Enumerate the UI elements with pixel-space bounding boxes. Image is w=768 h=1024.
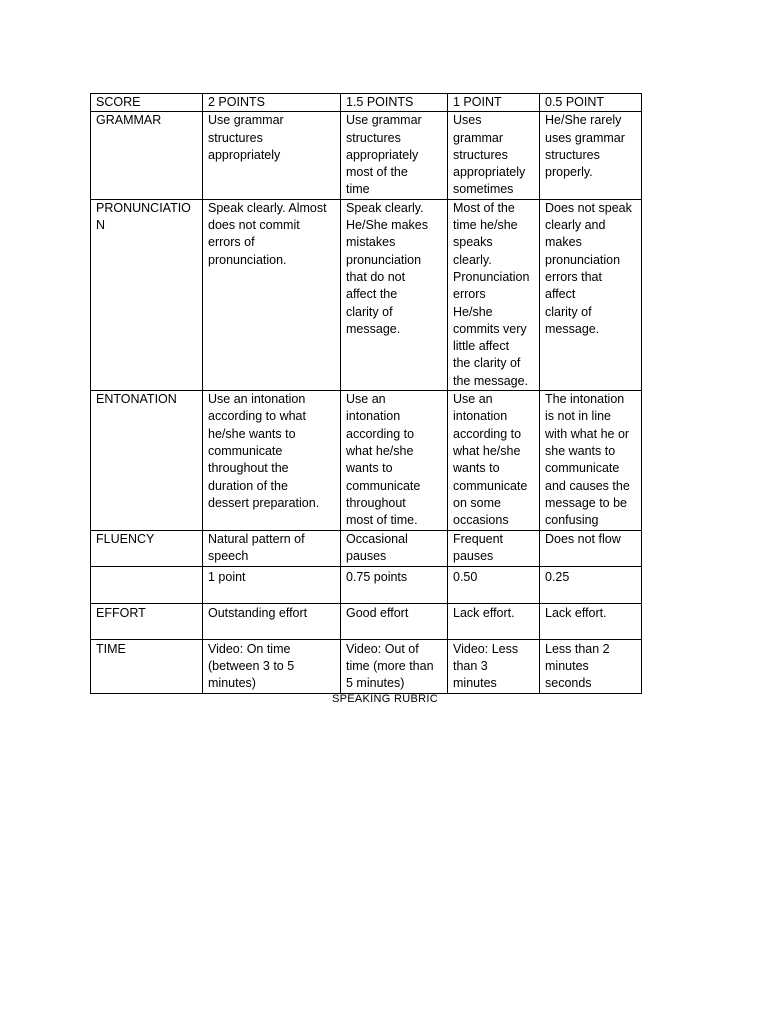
rubric-cell: The intonation is not in line with what he or she wants to communicate and causes the message to be confusing <box>540 391 642 531</box>
header-cell-2-points: 2 POINTS <box>203 94 341 112</box>
table-row-entonation <box>91 391 642 531</box>
header-cell-0-5-point: 0.5 POINT <box>540 94 642 112</box>
rubric-cell: Does not flow <box>540 531 642 567</box>
criterion-cell: PRONUNCIATIO N <box>91 199 203 390</box>
table-row-effort <box>91 603 642 639</box>
criterion-cell: FLUENCY <box>91 531 203 567</box>
points-cell: 0.75 points <box>341 566 448 603</box>
table-header-row <box>91 94 642 112</box>
rubric-cell: Natural pattern of speech <box>203 531 341 567</box>
rubric-cell: Use grammar structures appropriately <box>203 112 341 199</box>
table-row-fluency <box>91 531 642 567</box>
header-cell-1-5-points: 1.5 POINTS <box>341 94 448 112</box>
rubric-cell: Speak clearly. He/She makes mistakes pronunciation that do not affect the clarity of message. <box>341 199 448 390</box>
rubric-cell: Most of the time he/she speaks clearly. Pronunciation errors He/she commits very little affect the clarity of the message. <box>448 199 540 390</box>
rubric-cell: Uses grammar structures appropriately sometimes <box>448 112 540 199</box>
rubric-cell: Video: Out of time (more than 5 minutes) <box>341 639 448 693</box>
criterion-cell: ENTONATION <box>91 391 203 531</box>
rubric-cell: Use grammar structures appropriately most of the time <box>341 112 448 199</box>
rubric-cell: Good effort <box>341 603 448 639</box>
criterion-cell: EFFORT <box>91 603 203 639</box>
rubric-cell: Does not speak clearly and makes pronunciation errors that affect clarity of message. <box>540 199 642 390</box>
rubric-cell: Occasional pauses <box>341 531 448 567</box>
criterion-cell <box>91 566 203 603</box>
criterion-cell: TIME <box>91 639 203 693</box>
rubric-cell: Use an intonation according to what he/she wants to communicate on some occasions <box>448 391 540 531</box>
header-cell-1-point: 1 POINT <box>448 94 540 112</box>
rubric-cell: Speak clearly. Almost does not commit errors of pronunciation. <box>203 199 341 390</box>
rubric-cell: Outstanding effort <box>203 603 341 639</box>
criterion-cell: GRAMMAR <box>91 112 203 199</box>
points-cell: 0.50 <box>448 566 540 603</box>
header-cell-score: SCORE <box>91 94 203 112</box>
rubric-cell: Less than 2 minutes seconds <box>540 639 642 693</box>
rubric-cell: Use an intonation according to what he/she wants to communicate throughout the duration of the dessert preparation. <box>203 391 341 531</box>
rubric-cell: Use an intonation according to what he/she wants to communicate throughout most of time. <box>341 391 448 531</box>
rubric-cell: Lack effort. <box>448 603 540 639</box>
rubric-cell: Lack effort. <box>540 603 642 639</box>
table-row-pronunciation <box>91 199 642 390</box>
rubric-cell: Video: On time (between 3 to 5 minutes) <box>203 639 341 693</box>
speaking-rubric-table <box>90 93 642 694</box>
rubric-cell: Video: Less than 3 minutes <box>448 639 540 693</box>
table-row-grammar <box>91 112 642 199</box>
rubric-cell: He/She rarely uses grammar structures properly. <box>540 112 642 199</box>
table-row-time <box>91 639 642 693</box>
table-caption: SPEAKING RUBRIC <box>332 693 438 705</box>
points-cell: 1 point <box>203 566 341 603</box>
rubric-cell: Frequent pauses <box>448 531 540 567</box>
points-cell: 0.25 <box>540 566 642 603</box>
table-row-points <box>91 566 642 603</box>
